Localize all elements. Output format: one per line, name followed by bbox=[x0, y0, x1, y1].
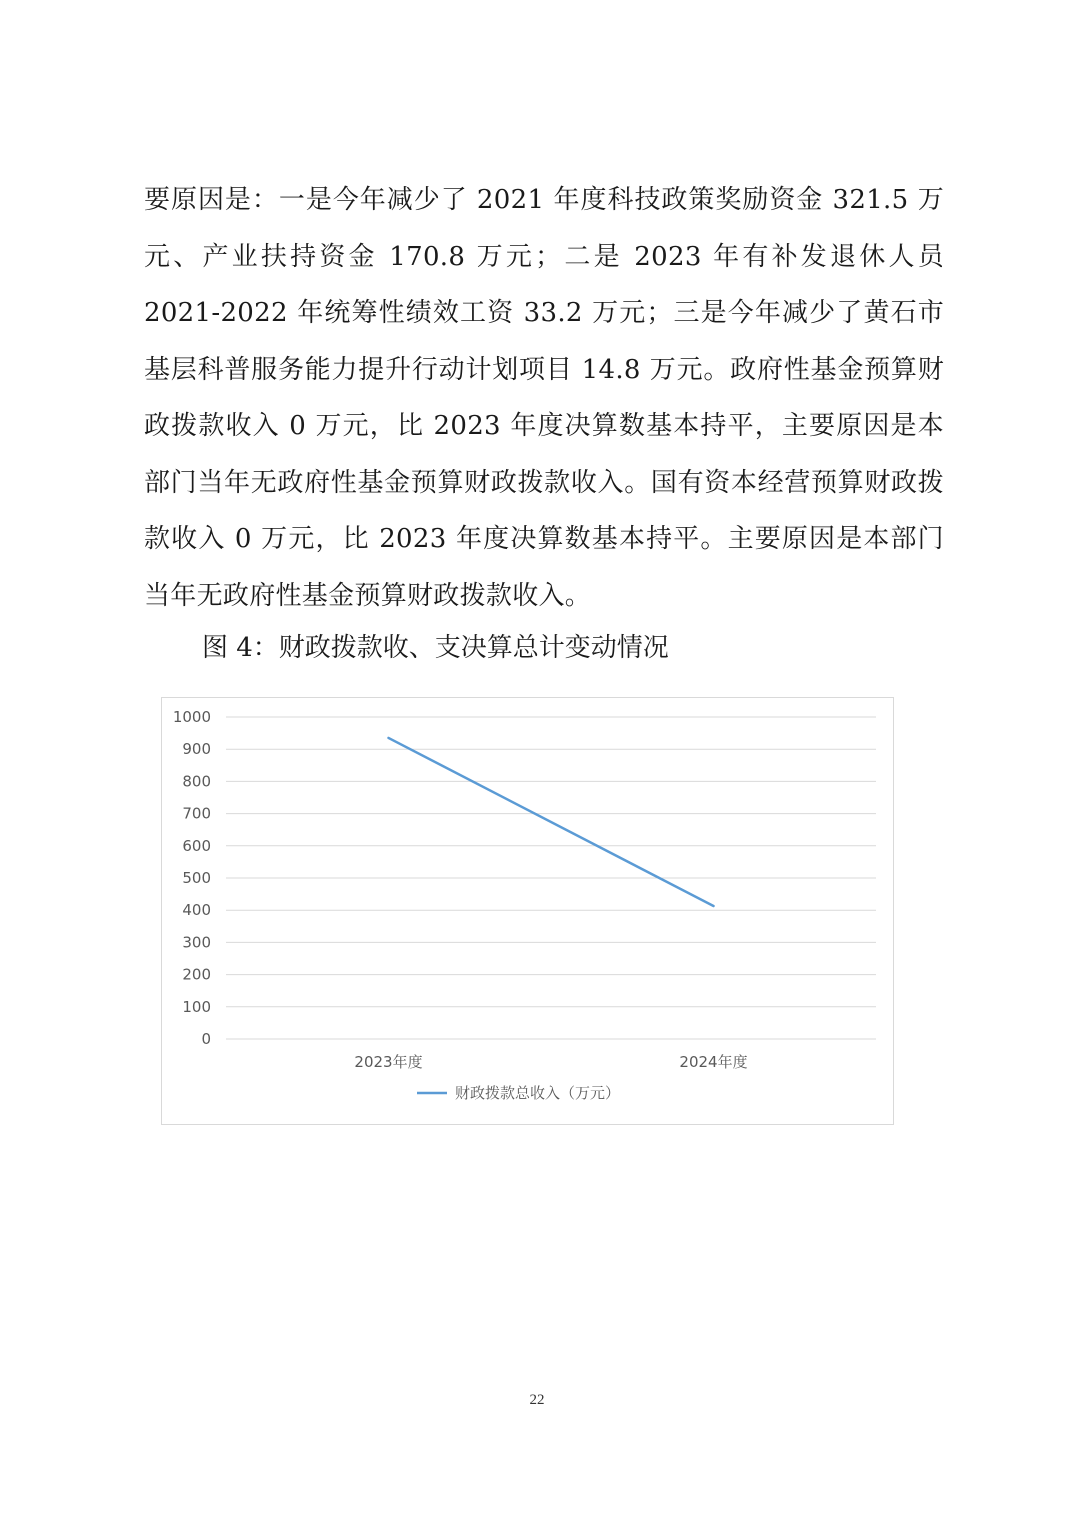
x-category-label: 2023年度 bbox=[354, 1053, 423, 1071]
legend-label: 财政拨款总收入（万元） bbox=[455, 1084, 621, 1102]
y-tick-label: 700 bbox=[182, 804, 211, 823]
y-tick-label: 900 bbox=[182, 740, 211, 759]
y-tick-label: 600 bbox=[182, 836, 211, 855]
y-tick-label: 800 bbox=[182, 772, 211, 791]
x-category-label: 2024年度 bbox=[679, 1053, 748, 1071]
line-chart bbox=[161, 697, 894, 1125]
y-tick-label: 1000 bbox=[172, 708, 211, 726]
body-paragraph: 要原因是：一是今年减少了 2021 年度科技政策奖励资金 321.5 万元、产业扶持资金 170.8 万元；二是 2023 年有补发退休人员 2021-2022 年统筹性绩效工资 33.2 万元；三是今年减少了黄石市基层科普服务能力提升行动计划项目 14.8 万元。政府性基金预算财政拨款收入 0 万元，比 2023 年度决算数基本持平，主要原因是本部门当年无政府性基金预算财政拨款收入。国有资本经营预算财政拨款收入 0 万元，比 2023 年度决算数基本持平。主要原因是本部门当年无政府性基金预算财政拨款收入。 bbox=[144, 185, 944, 611]
figure-caption: 图 4：财政拨款收、支决算总计变动情况 bbox=[202, 633, 669, 663]
page-number: 22 bbox=[529, 1392, 545, 1408]
y-tick-label: 300 bbox=[182, 933, 211, 952]
series-line bbox=[389, 738, 714, 906]
y-tick-label: 500 bbox=[182, 869, 211, 887]
chart-canvas bbox=[162, 698, 895, 1126]
y-tick-label: 400 bbox=[182, 901, 211, 920]
y-tick-label: 0 bbox=[201, 1030, 211, 1048]
y-tick-label: 100 bbox=[182, 997, 211, 1016]
y-tick-label: 200 bbox=[182, 965, 211, 984]
